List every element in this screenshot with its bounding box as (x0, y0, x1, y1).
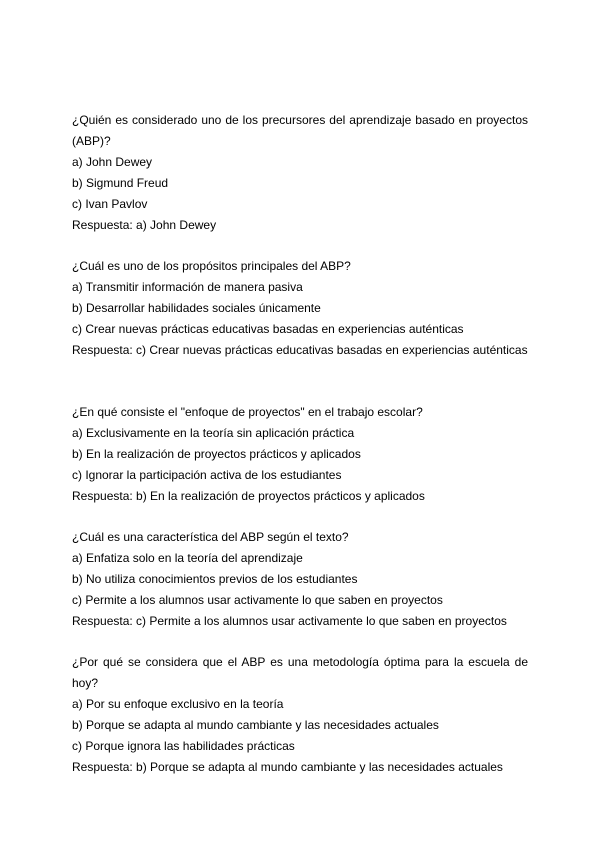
option-b: b) En la realización de proyectos prácticos y aplicados (72, 447, 361, 461)
option-c: c) Ivan Pavlov (72, 197, 148, 211)
option-a: a) Exclusivamente en la teoría sin aplicación práctica (72, 426, 355, 440)
question-text: ¿En qué consiste el "enfoque de proyectos" en el trabajo escolar? (72, 405, 423, 419)
option-a: a) John Dewey (72, 155, 153, 169)
question-block-4 (72, 527, 528, 632)
option-b: b) Desarrollar habilidades sociales únicamente (72, 301, 321, 315)
question-text: ¿Por qué se considera que el ABP es una metodología óptima para la escuela de hoy? (72, 655, 528, 690)
option-a: a) Transmitir información de manera pasiva (72, 280, 303, 294)
option-b: b) Sigmund Freud (72, 176, 169, 190)
option-c: c) Porque ignora las habilidades prácticas (72, 739, 295, 753)
option-c: c) Permite a los alumnos usar activamente lo que saben en proyectos (72, 593, 443, 607)
option-c: c) Crear nuevas prácticas educativas basadas en experiencias auténticas (72, 322, 464, 336)
answer-text: Respuesta: c) Permite a los alumnos usar activamente lo que saben en proyectos (72, 614, 507, 628)
option-a: a) Enfatiza solo en la teoría del aprendizaje (72, 551, 303, 565)
answer-text: Respuesta: a) John Dewey (72, 218, 217, 232)
option-a: a) Por su enfoque exclusivo en la teoría (72, 697, 284, 711)
answer-text: Respuesta: b) Porque se adapta al mundo cambiante y las necesidades actuales (72, 760, 503, 774)
answer-text: Respuesta: b) En la realización de proyectos prácticos y aplicados (72, 489, 425, 503)
question-text: ¿Cuál es una característica del ABP según el texto? (72, 530, 349, 544)
option-b: b) Porque se adapta al mundo cambiante y las necesidades actuales (72, 718, 439, 732)
question-text: ¿Quién es considerado uno de los precursores del aprendizaje basado en proyectos (ABP)? (72, 113, 528, 148)
option-b: b) No utiliza conocimientos previos de los estudiantes (72, 572, 358, 586)
question-block-2 (72, 256, 528, 361)
question-block-5 (72, 652, 528, 778)
question-block-3 (72, 402, 528, 507)
answer-text: Respuesta: c) Crear nuevas prácticas educativas basadas en experiencias auténticas (72, 343, 528, 357)
question-block-1 (72, 110, 528, 236)
question-text: ¿Cuál es uno de los propósitos principales del ABP? (72, 259, 351, 273)
option-c: c) Ignorar la participación activa de los estudiantes (72, 468, 342, 482)
